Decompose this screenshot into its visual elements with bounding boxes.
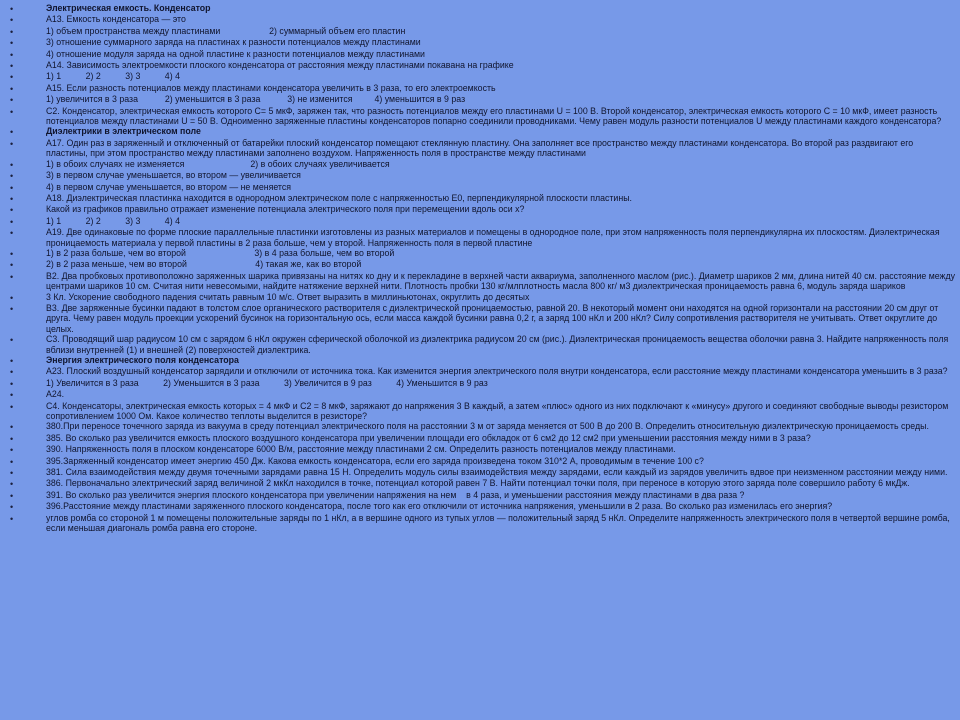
bullet-icon: • [10,228,14,239]
bullet-icon: • [10,106,14,117]
bullet-icon: • [10,49,14,60]
item-text: А24. [46,389,65,400]
list-item [10,366,955,377]
item-text: 1) объем пространства между пластинами 2) суммарный объем его пластин [46,25,406,36]
list-item [10,138,955,159]
bullet-icon: • [10,468,14,479]
bullet-icon: • [10,4,14,14]
list-item [10,456,955,467]
list-item [10,501,955,512]
list-item [10,216,955,227]
bullet-icon: • [10,456,14,467]
item-text: 1) 1 2) 2 3) 3 4) 4 [46,215,180,226]
item-text: 396.Расстояние между пластинами заряженного плоского конденсатора, после того как его отключили от источника напряжения, уменьшили в 2 раза. Во сколько раз изменилась его энергия? [46,501,833,512]
list-item [10,106,955,127]
item-text: 395.Заряженный конденсатор имеет энергию 450 Дж. Какова емкость конденсатора, если его заряда произведена током 310*2 А, проводимым в течение 100 с? [46,455,704,466]
list-item [10,513,955,534]
bullet-icon: • [10,513,14,524]
list-item [10,227,955,248]
bullet-icon: • [10,445,14,456]
bullet-icon: • [10,205,14,216]
bullet-icon: • [10,422,14,433]
item-text: углов ромба со стороной 1 м помещены положительные заряды по 1 нКл, а в вершине одного из тупых углов — положительный заряд 5 нКл. Определите напряженность электрического поля в четвертой вершине ромба, если меньшая диагональ ромба равна его стороне. [46,512,953,534]
bullet-icon: • [10,26,14,37]
bullet-icon: • [10,292,14,303]
item-text: Энергия электрического поля конденсатора [46,355,239,365]
bullet-icon: • [10,401,14,412]
list-item [10,433,955,444]
bullet-icon: • [10,193,14,204]
item-text: 1) в 2 раза больше, чем во второй 3) в 4 раза больше, чем во второй [46,247,395,258]
item-text: А23. Плоский воздушный конденсатор зарядили и отключили от источника тока. Как изменится энергия электрического поля внутри конденсатора, если расстояние между пластинами конденсатора уменьшить в 3 раза? [46,366,948,377]
item-text: А17. Один раз в заряженный и отключенный от батарейки плоский конденсатор помещают стеклянную пластину. Она заполняет все пространство между пластинами конденсатора. Во второй раз раздвигают его пластины, при этом пространство между пластинами заполнено воздухом. Напряженность поля в пространстве между пластинами [46,137,916,159]
item-text: 3 Кл. Ускорение свободного падения считать равным 10 м/с. Ответ выразить в миллиньютонах, округлить до десятых [46,291,530,302]
list-item [10,204,955,215]
bullet-icon: • [10,15,14,26]
list-item [10,303,955,334]
item-text: 2) в 2 раза меньше, чем во второй 4) такая же, как во второй [46,259,362,270]
list-item [10,292,955,303]
item-text: С2. Конденсатор, электрическая емкость которого С= 5 мкФ, заряжен так, что разность потенциалов между его пластинами U = 100 В. Второй конденсатор, электрическая емкость которого С = 10 мкФ, имеет разность потенциалов между пластинами U = 50 В. Одноименно заряженные пластины конденсаторов попарно соединили проводниками. Чему равен модуль разности потенциалов U между пластинами каждого конденсатора? [46,105,942,127]
list-item [10,159,955,170]
item-text: С3. Проводящий шар радиусом 10 см с зарядом 6 нКл окружен сферической оболочкой из диэлектрика радиусом 20 см (рис.). Диэлектрическая проницаемость вещества оболочки равна 3. Найдите напряженность поля вблизи внутренней (1) и внешней (2) поверхностей диэлектрика. [46,334,951,355]
bullet-icon: • [10,367,14,378]
bullet-icon: • [10,433,14,444]
list-item [10,94,955,105]
bullet-icon: • [10,248,14,259]
list-item [10,182,955,193]
bullet-icon: • [10,271,14,282]
bullet-icon: • [10,72,14,83]
bullet-icon: • [10,479,14,490]
bullet-icon: • [10,171,14,182]
list-item [10,37,955,48]
section-heading [10,126,955,137]
list-item [10,467,955,478]
list-item [10,49,955,60]
item-text: Какой из графиков правильно отражает изменение потенциала электрического поля при перемещении вдоль оси х? [46,204,525,215]
item-text: 381. Сила взаимодействия между двумя точечными зарядами равна 15 Н. Определить модуль силы взаимодействия между зарядами, если каждый из зарядов увеличить вдвое при неизменном расстоянии между ними. [46,467,948,478]
item-text: В2. Два пробковых противоположно заряженных шарика привязаны на нитях ко дну и к перекладине в верхней части аквариума, заполненного маслом (рис.). Диаметр шариков 2 мм, длина нитей 40 см. расстояние между центрами шариков 10 см. Считая нити невесомыми, найдите натяжение верхней нити. Плотность пробки 130 кг/млплотность масла 800 кг/ м3 диэлектрическая проницаемость равна 6, модуль заряда шариков [46,270,958,292]
list-item [10,270,958,292]
bullet-icon: • [10,378,14,389]
bullet-icon: • [10,490,14,501]
item-text: 1) 1 2) 2 3) 3 4) 4 [46,71,180,82]
list-item [10,401,955,422]
bullet-icon: • [10,502,14,513]
list-item [10,14,955,25]
bullet-icon: • [10,83,14,94]
bullet-icon: • [10,216,14,227]
item-text: 385. Во сколько раз увеличится емкость плоского воздушного конденсатора при увеличении площади его обкладок от 6 см2 до 12 см2 при уменьшении расстояния между ними в 3 раза? [46,432,811,443]
list-item [10,334,955,355]
list-item [10,83,955,94]
item-text: Электрическая емкость. Конденсатор [46,3,211,13]
list-item [10,248,955,259]
bullet-icon: • [10,182,14,193]
bullet-icon: • [10,303,14,314]
item-text: А15. Если разность потенциалов между пластинами конденсатора увеличить в 3 раза, то его электроемкость [46,82,496,93]
item-text: 1) увеличится в 3 раза 2) уменьшится в 3 раза 3) не изменится 4) уменьшится в 9 раз [46,94,466,105]
list-item [10,389,955,400]
bullet-icon: • [10,138,14,149]
item-text: В3. Две заряженные бусинки падают в толстом слое органического растворителя с диэлектрической проницаемостью, равной 20. В некоторый момент они находятся на одной горизонтали на расстоянии 20 см друг от друга. Чему равен модуль проекции ускорений бусинок на горизонтальную ось, если масса каждой бусинки равна 0,2 г, а заряд 100 нКл и 200 нКл? Силу сопротивления растворителя не учитывать. Ответ округлите до целых. [46,302,941,334]
item-text: 1) Увеличится в 3 раза 2) Уменьшится в 3 раза 3) Увеличится в 9 раз 4) Уменьшится в 9 раз [46,377,488,388]
bullet-icon: • [10,390,14,401]
item-text: 3) отношение суммарного заряда на пластинах к разности потенциалов между пластинами [46,37,421,48]
problem-list [10,3,958,534]
list-item [10,421,955,432]
list-item [10,490,955,501]
bullet-icon: • [10,356,14,366]
list-item [10,259,955,270]
item-text: 380.При переносе точечного заряда из вакуума в среду потенциал электрического поля на расстоянии 3 м от заряда меняется от 500 В до 200 В. Определить относительную диэлектрическую проницаемость среды. [46,421,929,432]
item-text: 3) в первом случае уменьшается, во втором — увеличивается [46,170,301,181]
item-text: А14. Зависимость электроемкости плоского конденсатора от расстояния между пластинами покавана на графике [46,60,514,71]
item-text: 1) в обоих случаях не изменяется 2) в обоих случаях увеличивается [46,158,390,169]
list-item [10,478,955,489]
bullet-icon: • [10,95,14,106]
item-text: 391. Во сколько раз увеличится энергия плоского конденсатора при увеличении напряжения на нем в 4 раза, и уменьшении расстояния между пластинами в два раза ? [46,489,745,500]
list-item [10,26,955,37]
bullet-icon: • [10,127,14,138]
item-text: 4) отношение модуля заряда на одной пластине к разности потенциалов между пластинами [46,48,425,59]
list-item [10,71,955,82]
list-item [10,170,955,181]
section-heading [10,3,955,14]
item-text: 390. Напряженность поля в плоском конденсаторе 6000 В/м, расстояние между пластинами 2 см. Определить разность потенциалов между пластинами. [46,444,676,455]
item-text: 386. Первоначально электрический заряд величиной 2 мкКл находился в точке, потенциал которой равен 7 В. Найти потенциал точки поля, при переносе в которую этого заряда поле совершило работу 6 мкДж. [46,478,910,489]
item-text: С4. Конденсаторы, электрическая емкость которых = 4 мкФ и С2 = 8 мкФ, заряжают до напряжения 3 В каждый, а затем «плюс» одного из них подключают к «минусу» другого и соединяют свободные выводы резистором сопротивлением 1000 Ом. Какое количество теплоты выделится в резисторе? [46,400,951,422]
list-item [10,444,955,455]
item-text: А13. Емкость конденсатора — это [46,14,186,25]
list-item [10,193,955,204]
list-item [10,378,955,389]
bullet-icon: • [10,61,14,72]
list-item [10,60,955,71]
item-text: А18. Диэлектрическая пластинка находится в однородном электрическом поле с напряженностью Е0, перпендикулярной плоскости пластины. [46,192,632,203]
bullet-icon: • [10,159,14,170]
item-text: 4) в первом случае уменьшается, во втором — не меняется [46,181,292,192]
bullet-icon: • [10,38,14,49]
bullet-icon: • [10,335,14,346]
section-heading [10,355,955,366]
item-text: Диэлектрики в электрическом поле [46,126,201,137]
bullet-icon: • [10,260,14,271]
item-text: А19. Две одинаковые по форме плоские параллельные пластинки изготовлены из разных материалов и помещены в однородное поле, при этом напряженность поля перпендикулярна их плоскостям. Диэлектрическая проницаемость материала у первой пластины в 2 раза больше, чем у второй. Напряженность поля в первой пластине [46,227,943,248]
